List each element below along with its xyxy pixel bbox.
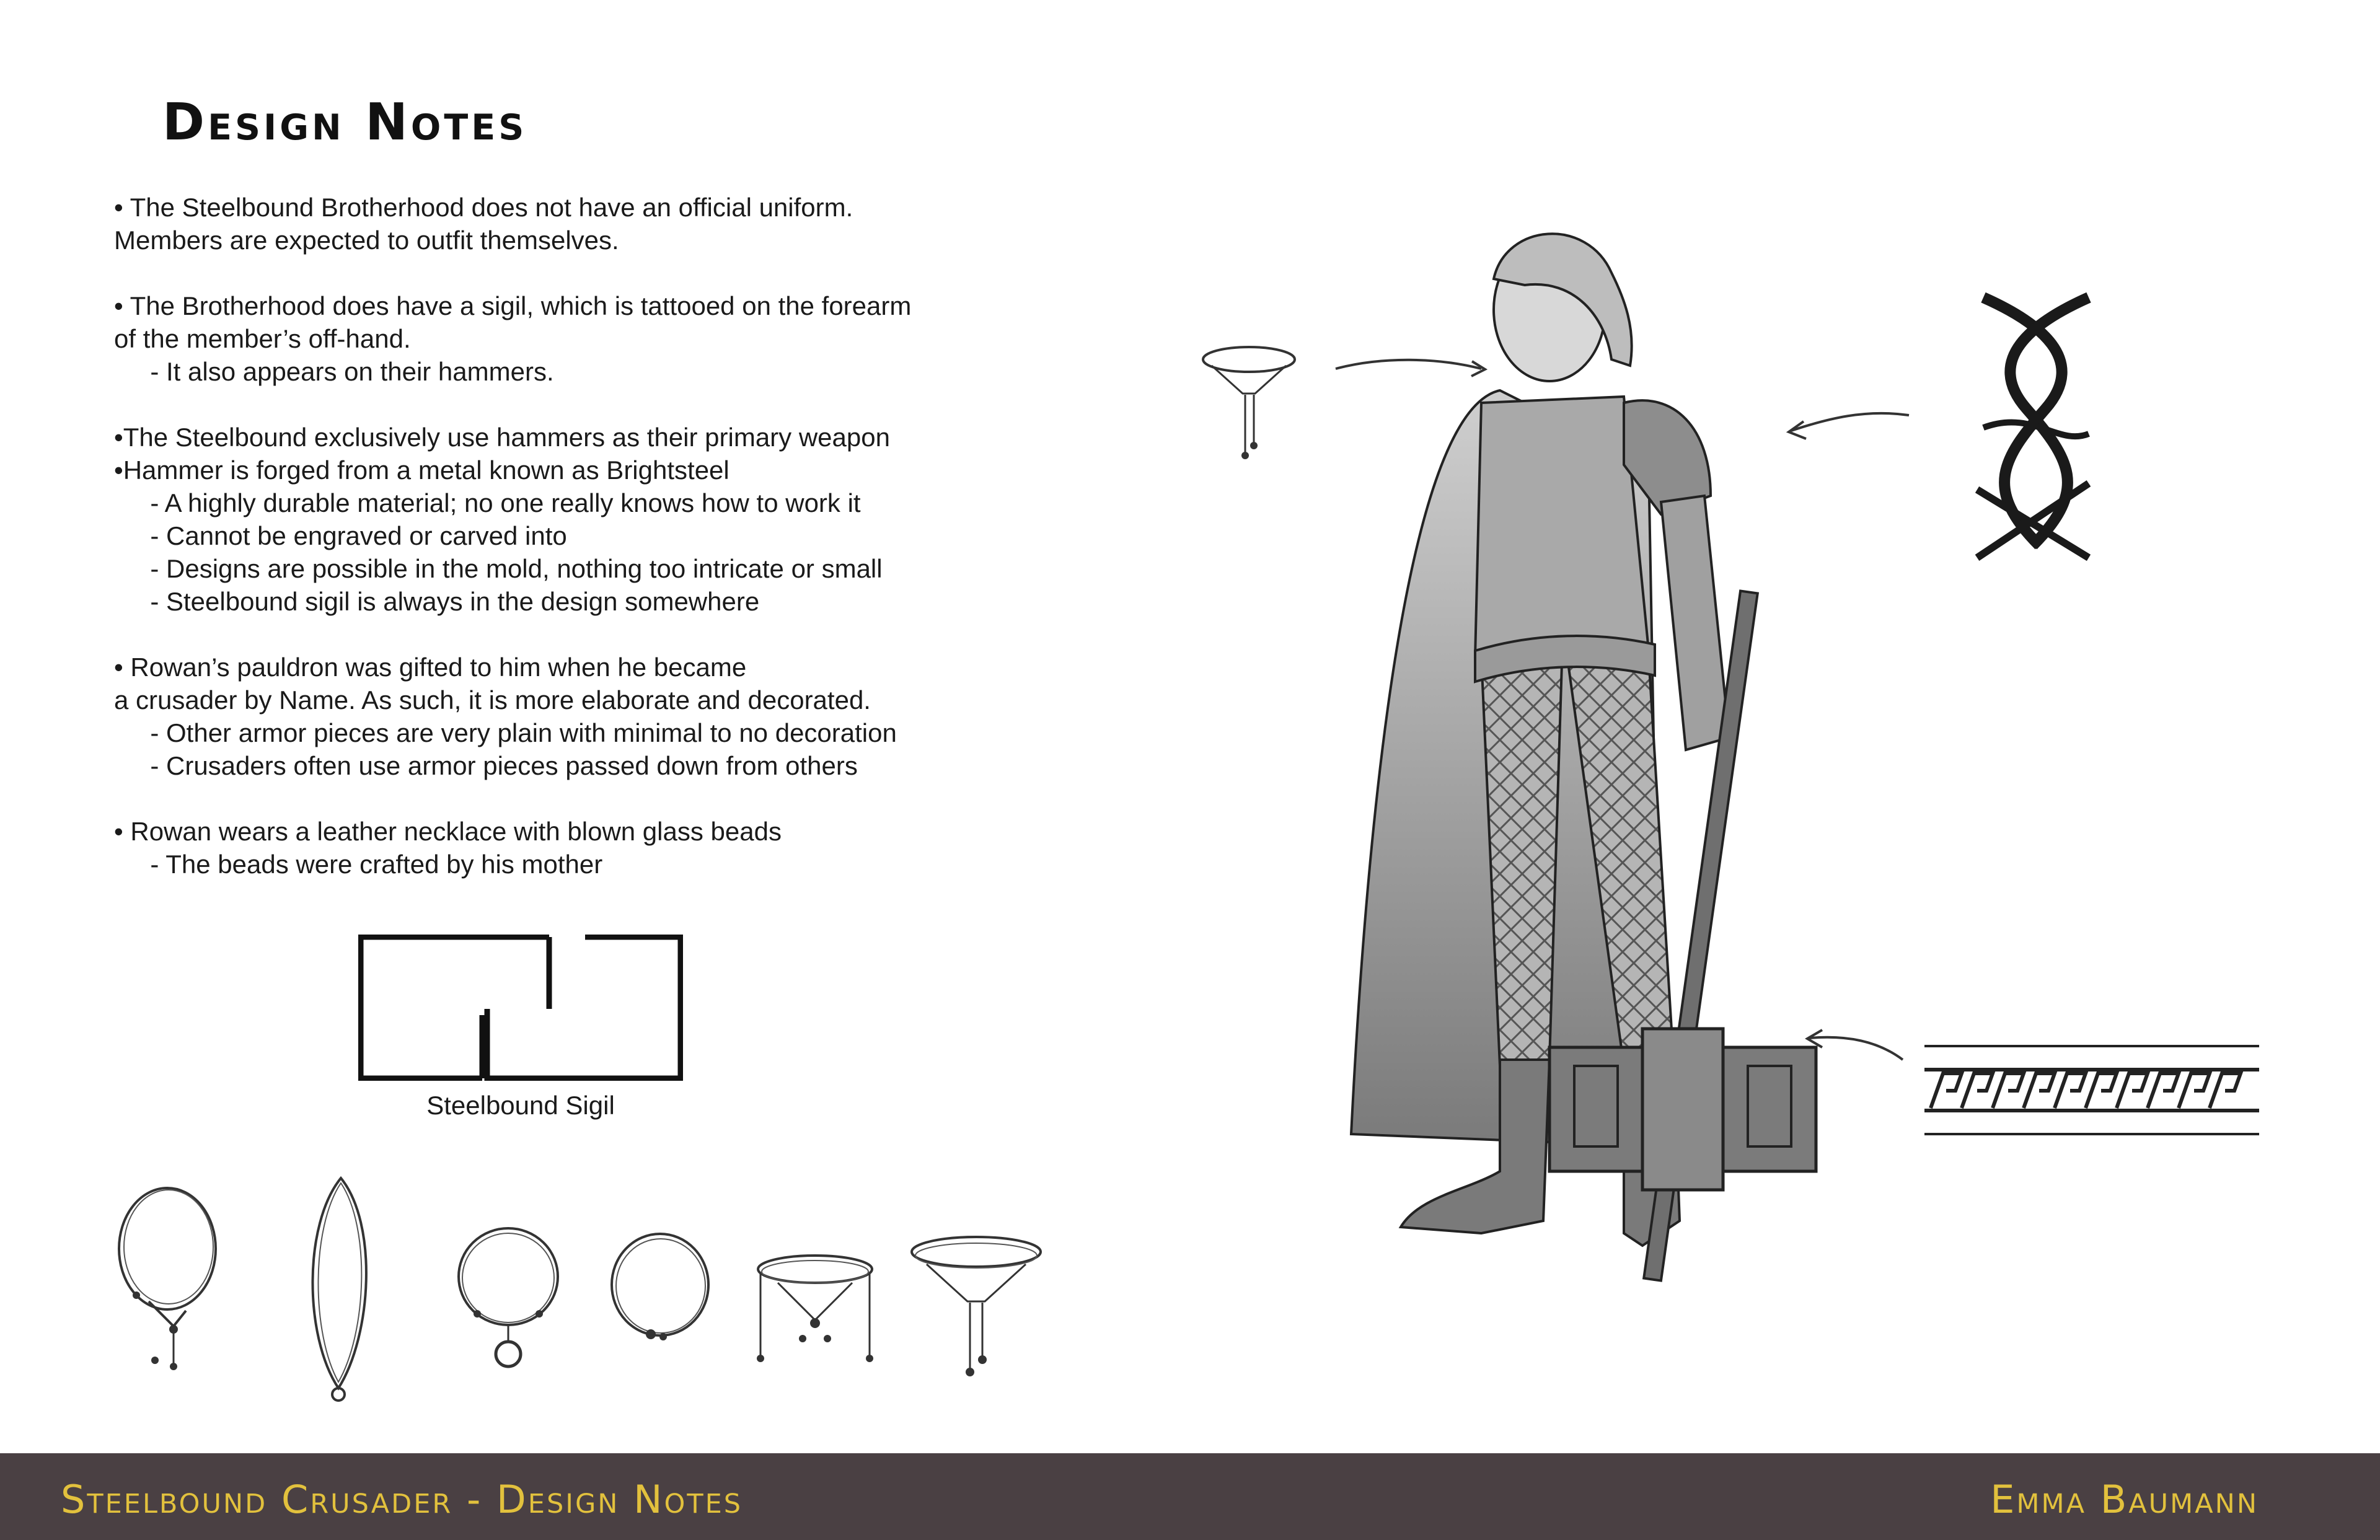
footer-bar (0, 1453, 2380, 1540)
note-line (114, 257, 1019, 289)
note-line: •Hammer is forged from a metal known as Brightsteel (114, 455, 729, 485)
note-line: - Steelbound sigil is always in the design somewhere (114, 587, 760, 616)
footer-author: Emma Baumann (1990, 1477, 2259, 1522)
footer-title: Steelbound Crusader - Design Notes (61, 1477, 743, 1522)
note-line: •The Steelbound exclusively use hammers as their primary weapon (114, 423, 890, 452)
note-line: - It also appears on their hammers. (114, 357, 554, 386)
note-line (114, 618, 1019, 651)
note-line: • The Brotherhood does have a sigil, which is tattooed on the forearm (114, 291, 912, 320)
necklace-sketch-icon (908, 1233, 1044, 1382)
note-line: Members are expected to outfit themselves. (114, 226, 619, 255)
note-line: - Designs are possible in the mold, nothing too intricate or small (114, 554, 883, 583)
note-line: of the member’s off-hand. (114, 324, 411, 353)
note-line (114, 782, 1019, 815)
note-line: • Rowan wears a leather necklace with blown glass beads (114, 817, 782, 846)
note-line: • The Steelbound Brotherhood does not have an official uniform. (114, 193, 853, 222)
note-line: - A highly durable material; no one really knows how to work it (114, 488, 861, 517)
necklace-sketch-icon (753, 1252, 877, 1370)
note-line: • Rowan’s pauldron was gifted to him when he became (114, 653, 747, 682)
necklace-sketch-icon (607, 1230, 713, 1360)
arrow-icon (1797, 1016, 1909, 1066)
necklace-sketch-icon (112, 1177, 223, 1382)
arrow-icon (1779, 403, 1915, 446)
note-line: - Other armor pieces are very plain with minimal to no decoration (114, 718, 897, 747)
steelbound-sigil-icon (358, 935, 683, 1081)
character-illustration (1277, 205, 1835, 1320)
note-line: a crusader by Name. As such, it is more elaborate and decorated. (114, 685, 871, 715)
note-line: - The beads were crafted by his mother (114, 850, 603, 879)
page-title: Design Notes (162, 93, 527, 152)
hammer-pattern-icon (1924, 1041, 2259, 1140)
design-notes-text (114, 191, 1019, 881)
knot-pattern-icon (1965, 285, 2107, 570)
necklace-sketch-icon (452, 1224, 564, 1379)
note-line (114, 388, 1019, 421)
sigil-caption: Steelbound Sigil (426, 1091, 615, 1120)
necklace-sketch-icon (298, 1174, 384, 1410)
note-line: - Cannot be engraved or carved into (114, 521, 567, 550)
note-line: - Crusaders often use armor pieces passed down from others (114, 751, 858, 780)
